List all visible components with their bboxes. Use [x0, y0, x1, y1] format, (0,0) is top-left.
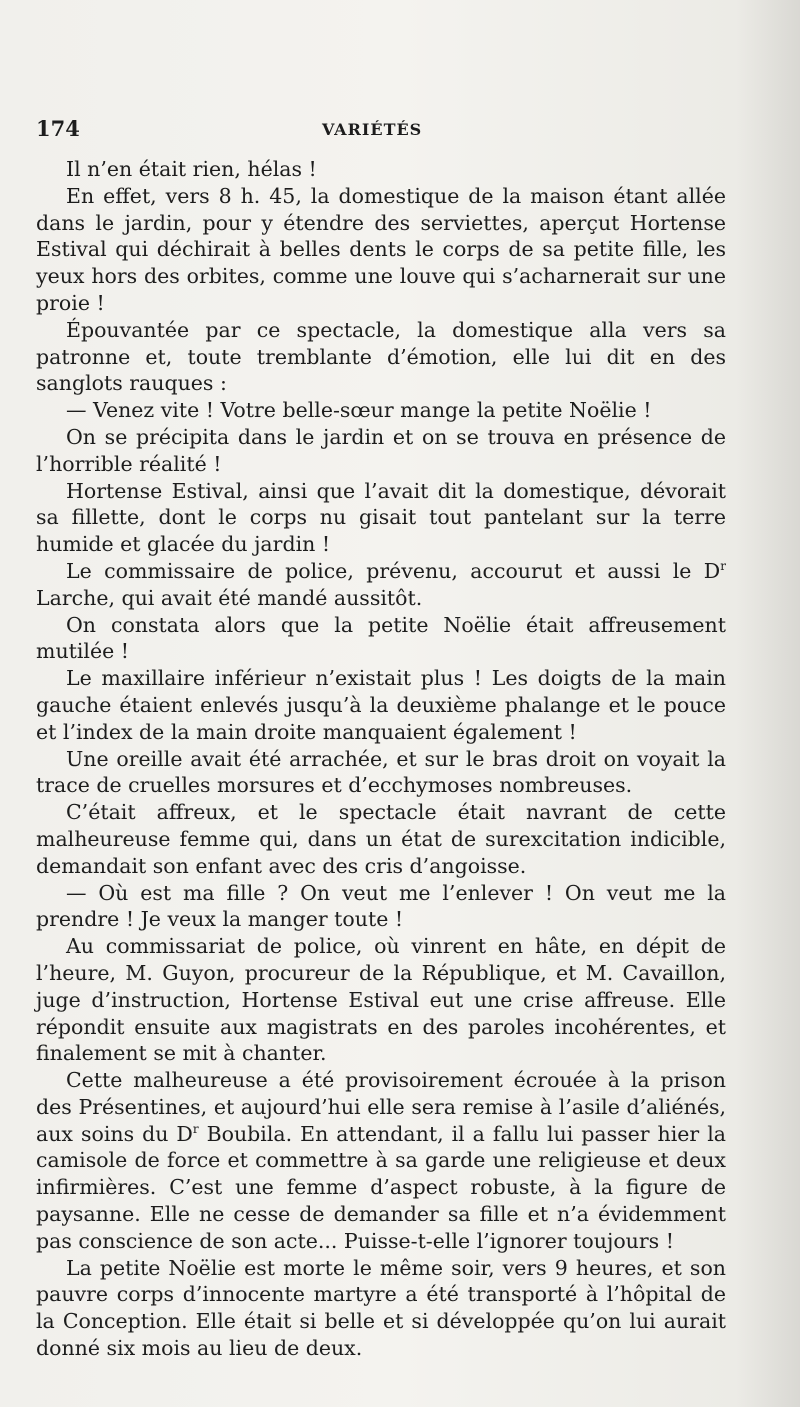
paragraph: — Venez vite ! Votre belle-sœur mange la petite Noëlie !	[66, 398, 652, 423]
paragraph-head: Cette malheureuse a été provisoirement écrouée à la prison des Présentines, et aujourd’hui elle sera remise à l’asile d’aliénés, aux soins du D	[36, 1068, 726, 1146]
paragraph: Il n’en était rien, hélas !	[66, 157, 317, 181]
paragraph: Le maxillaire inférieur n’existait plus ! Les doigts de la main gauche étaient enlevés jusqu’à la deuxième phalange et le pouce et l’index de la main droite manquaient également !	[36, 666, 726, 744]
body-text	[36, 156, 726, 1362]
paragraph	[36, 558, 726, 612]
paragraph: Épouvantée par ce spectacle, la domestique alla vers sa patronne et, toute tremblante d’émotion, elle lui dit en des sanglots rauques :	[36, 317, 726, 396]
running-head: VARIÉTÉS	[322, 120, 423, 139]
paragraph: C’était affreux, et le spectacle était navrant de cette malheureuse femme qui, dans un état de surexcitation indicible, demandait son enfant avec des cris d’angoisse.	[36, 800, 726, 878]
page-header	[36, 116, 726, 142]
paragraph-tail: Larche, qui avait été mandé aussitôt.	[36, 585, 423, 610]
paragraph: En effet, vers 8 h. 45, la domestique de la maison étant allée dans le jardin, pour y étendre des serviettes, aperçut Hortense Estival qui déchirait à belles dents le corps de sa petite fille, les yeux hors des orbites, comme une louve qui s’acharnerait sur une proie !	[36, 183, 726, 315]
paragraph-tail: Boubila. En attendant, il a fallu lui passer hier la camisole de force et commettre à sa garde une religieuse et deux infirmières. C’est une femme d’aspect robuste, à la figure de paysanne. Elle ne cesse de demander sa fille et n’a évidemment pas conscience de son acte... Puisse-t-elle l’ignorer toujours !	[36, 1121, 726, 1253]
paragraph: On constata alors que la petite Noëlie était affreusement mutilée !	[36, 612, 726, 664]
paragraph: On se précipita dans le jardin et on se trouva en présence de l’horrible réalité !	[36, 424, 726, 476]
paragraph: Une oreille avait été arrachée, et sur le bras droit on voyait la trace de cruelles morsures et d’ecchymoses nombreuses.	[36, 746, 726, 798]
superscript: r	[192, 1121, 199, 1136]
paragraph-head: Le commissaire de police, prévenu, accourut et aussi le D	[66, 558, 721, 583]
paragraph: Au commissariat de police, où vinrent en hâte, en dépit de l’heure, M. Guyon, procureur de la République, et M. Cavaillon, juge d’instruction, Hortense Estival eut une crise affreuse. Elle répondit ensuite aux magistrats en des paroles incohérentes, et finalement se mit à chanter.	[36, 934, 726, 1066]
paragraph: — Où est ma fille ? On veut me l’enlever ! On veut me la prendre ! Je veux la manger toute !	[36, 880, 726, 932]
page-number: 174	[36, 116, 80, 141]
paragraph: La petite Noëlie est morte le même soir, vers 9 heures, et son pauvre corps d’innocente martyre a été transporté à l’hôpital de la Conception. Elle était si belle et si développée qu’on lui aurait donné six mois au lieu de deux.	[36, 1255, 726, 1361]
superscript: r	[720, 559, 726, 574]
paragraph: Hortense Estival, ainsi que l’avait dit la domestique, dévorait sa fillette, dont le corps nu gisait tout pantelant sur la terre humide et glacée du jardin !	[36, 478, 726, 557]
paragraph	[36, 1067, 726, 1255]
